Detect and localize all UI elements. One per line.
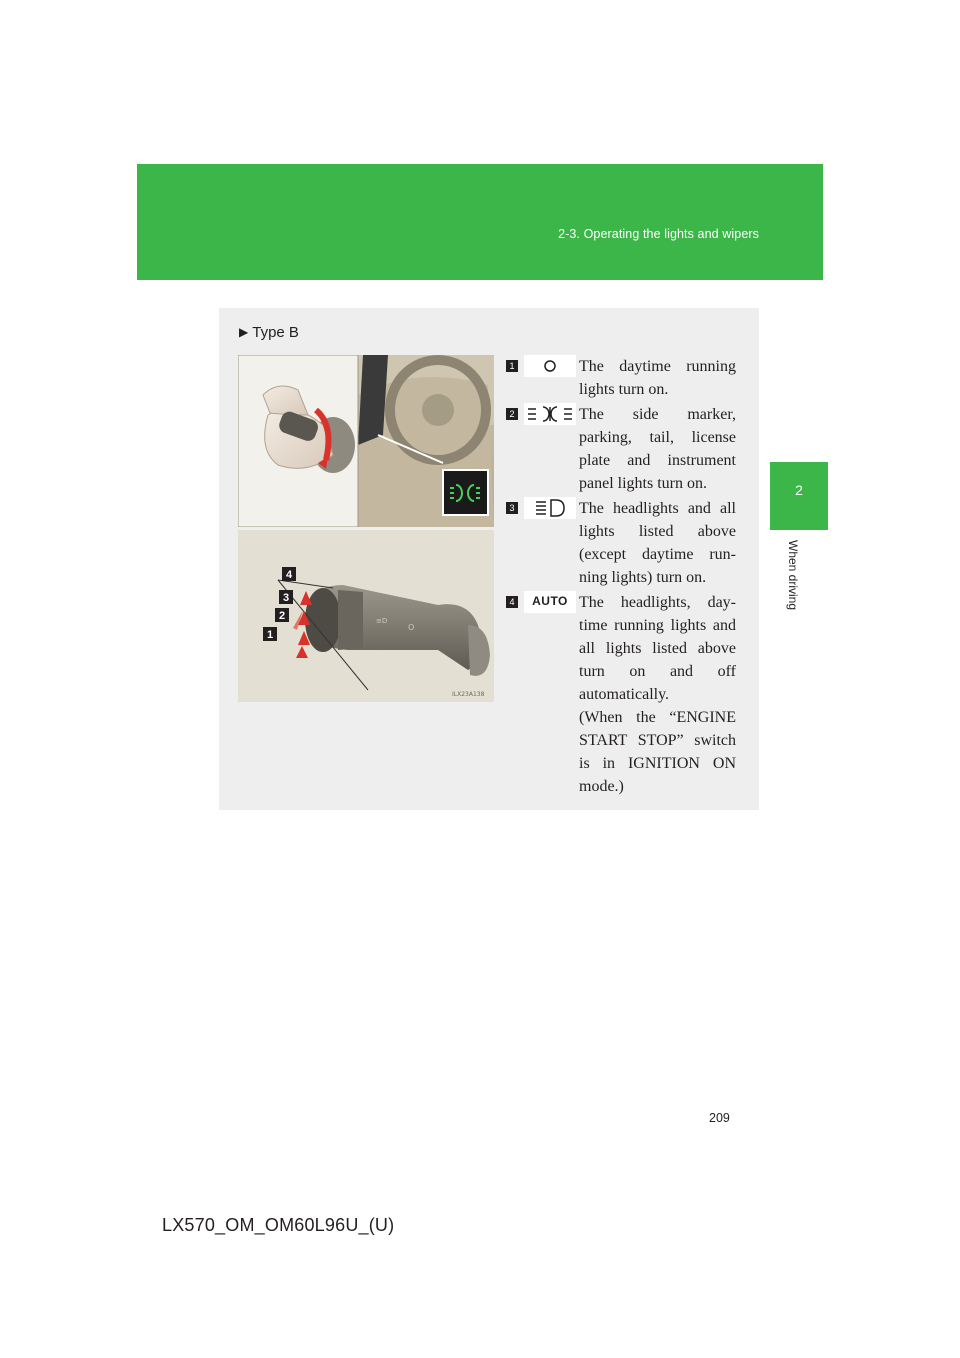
page-number: 209 [709, 1111, 730, 1125]
side-marker-light-icon [524, 403, 576, 425]
svg-text:O: O [408, 623, 415, 632]
section-header-bar [137, 164, 823, 280]
item-number: 3 [506, 502, 518, 514]
auto-icon-text: AUTO [532, 594, 568, 608]
item-note: (When the “ENGINE START STOP” switch is in IGNITION ON mode.) [579, 709, 736, 795]
type-b-panel [219, 308, 759, 810]
light-switch-stalk-photo [238, 530, 494, 702]
photo-code: ILX23A138 [452, 691, 485, 698]
daytime-running-light-icon [524, 355, 576, 377]
stalk-illustration [238, 530, 494, 702]
item-description: The daytime running lights turn on. [579, 358, 736, 398]
callout-1: 1 [267, 629, 274, 641]
chapter-name: When driving [786, 540, 800, 611]
headlight-icon [524, 497, 576, 519]
auto-icon [524, 591, 576, 613]
item-description: The side marker, parking, tail, license plate and instrument panel lights turn on. [579, 406, 736, 492]
dashboard-illustration [238, 355, 494, 527]
list-item [506, 497, 736, 589]
item-number: 2 [506, 408, 518, 420]
item-description [579, 591, 736, 798]
section-title: 2-3. Operating the lights and wipers [558, 227, 759, 241]
item-description: The headlights and all lights listed above (except daytime run-ning lights) turn on. [579, 500, 736, 586]
dashboard-photo [238, 355, 494, 527]
chapter-name-vertical [786, 540, 808, 660]
callout-3: 3 [283, 592, 290, 604]
item-description-text: The headlights, day-time running lights and all lights listed above turn on and off automatically. [579, 594, 736, 703]
type-label [239, 324, 299, 341]
chapter-tab [770, 462, 828, 530]
callout-2: 2 [279, 610, 286, 622]
chapter-number: 2 [795, 482, 803, 498]
document-code: LX570_OM_OM60L96U_(U) [162, 1215, 395, 1235]
item-number: 4 [506, 596, 518, 608]
list-item [506, 355, 736, 401]
triangle-bullet-icon: ▶ [239, 325, 249, 339]
type-label-text: Type B [252, 324, 299, 341]
list-item [506, 403, 736, 495]
callout-4: 4 [286, 569, 293, 581]
svg-text:≡D: ≡D [376, 617, 388, 625]
item-number: 1 [506, 360, 518, 372]
list-item [506, 591, 736, 801]
